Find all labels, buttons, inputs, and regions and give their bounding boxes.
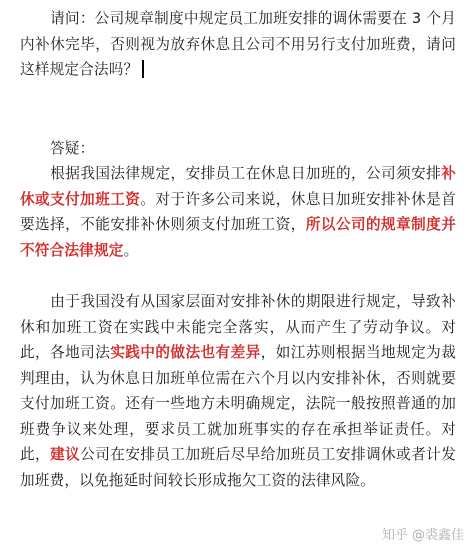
paragraph1-text-1: 根据我国法律规定，安排员工在休息日加班的，公司须安排 (50, 165, 442, 182)
watermark: 知乎 @裘鑫佳 (381, 528, 464, 543)
answer-paragraph-1 (20, 161, 456, 263)
answer-paragraph-2 (20, 289, 456, 493)
paragraph2-text-1: 由于我国没有从国家层面对安排补休的期限进行规定，导致补休和加班工资在实践中未能完全落实，从而产生了劳动争议。对此，各地司法 (20, 293, 456, 361)
answer-label-paragraph (20, 136, 456, 162)
paragraph1-text-2: 。对于许多公司来说，休息日加班安排补休是首要选择，不能安排补休则须支付加班工资， (20, 190, 456, 233)
text-cursor (142, 60, 144, 78)
paragraph1-highlight-1: 补休或支付加班工资 (20, 165, 456, 208)
paragraph1-highlight-2: 所以公司的规章制度并不符合法律规定 (20, 216, 456, 259)
paragraph2-text-3: 公司在安排员工加班后尽早给加班员工安排调休或者计发加班费，以免拖延时间较长形成拖欠工资的法律风险。 (20, 446, 456, 489)
paragraph1-text-3: 。 (123, 241, 139, 259)
paragraph2-text-2: ，如江苏则根据当地规定为裁判理由，认为休息日加班单位需在六个月以内安排补休，否则就要支付加班工资。还有一些地方未明确规定，法院一般按照普通的加班费争议来处理，要求员工就加班事实的存在承担举证责任。对此， (20, 344, 456, 463)
paragraph2-highlight-1: 实践中的做法也有差异 (110, 344, 261, 361)
question-text: 请问：公司规章制度中规定员工加班安排的调休需要在 3 个月内补休完毕，否则视为放弃休息且公司不用另行支付加班费，请问这样规定合法吗？ (20, 10, 456, 78)
paragraph2-highlight-2: 建议 (50, 446, 81, 463)
question-paragraph (20, 6, 456, 83)
answer-label: 答疑： (50, 140, 95, 157)
